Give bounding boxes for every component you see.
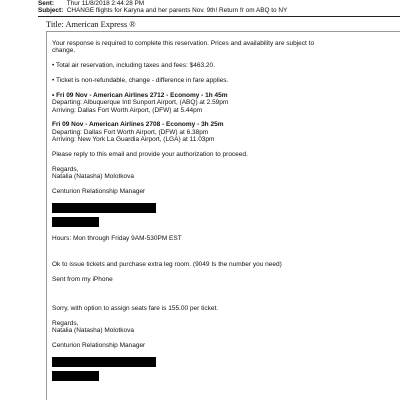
redaction-bar	[52, 217, 99, 227]
flight-1-arrive: Arriving: Dallas Fort Worth Airport, (DFW) at 5.44pm	[52, 106, 203, 114]
intro-line-2: change.	[52, 47, 76, 55]
regards-1: Regards,	[52, 165, 79, 173]
reply-request: Please reply to this email and provide your authorization to proceed.	[52, 150, 248, 158]
flight-1-depart: Departing: Albuquerque Intl Sunport Airport, (ABQ) at 2.59pm	[52, 99, 229, 107]
flight-2-arrive: Arriving: New York La Guardia Airport, (LGA) at 11.03pm	[52, 136, 215, 144]
intro-line-1: Your response is required to complete this reservation. Prices and availability are subject to	[52, 40, 315, 47]
sent-value: Thur 11/8/2018 2:44:28 PM	[66, 0, 145, 7]
sent-label: Sent:	[38, 0, 54, 7]
document-title: Title: American Express ®	[46, 20, 136, 29]
signer-name-2: Natalia (Natasha) Molotkova	[52, 327, 135, 335]
signer-role-1: Centurion Relationship Manager	[52, 188, 146, 196]
sent-row	[38, 0, 144, 7]
header-divider	[38, 16, 400, 17]
bullet-ticket: • Ticket is non-refundable, change - difference in fare applies.	[52, 77, 229, 85]
signer-role-2: Centurion Relationship Manager	[52, 342, 146, 350]
ok-to-issue: Ok to issue tickets and purchase extra leg room. (9049 Is the number you need)	[52, 260, 282, 268]
sent-from-iphone: Sent from my iPhone	[52, 275, 113, 283]
bullet-total: • Total air reservation, including taxes and fees: $463.20.	[52, 62, 215, 70]
office-hours: Hours: Mon through Friday 9AM-530PM EST	[52, 234, 182, 242]
flight-2-depart: Departing: Dallas Fort Worth Airport, (DFW) at 6.38pm	[52, 128, 209, 136]
redaction-bar	[52, 203, 156, 213]
message-body	[52, 40, 342, 381]
redaction-bar	[52, 371, 99, 381]
seat-option-note: Sorry, with option to assign seats fare is 155.00 per ticket.	[52, 304, 219, 312]
subject-value: CHANGE flights for Karyna and her parents Nov. 9th! Return fr om ABQ to NY	[66, 7, 288, 14]
regards-2: Regards,	[52, 319, 79, 327]
subject-row	[38, 7, 287, 14]
redaction-bar	[52, 357, 156, 367]
signer-name-1: Natalia (Natasha) Molotkova	[52, 173, 135, 181]
subject-label: Subject:	[38, 7, 64, 14]
flight-2-title: Fri 09 Nov - American Airlines 2708 - Economy - 3h 25m	[52, 121, 224, 129]
flight-1-title: • Fri 09 Nov - American Airlines 2712 - Economy - 1h 45m	[52, 91, 228, 99]
